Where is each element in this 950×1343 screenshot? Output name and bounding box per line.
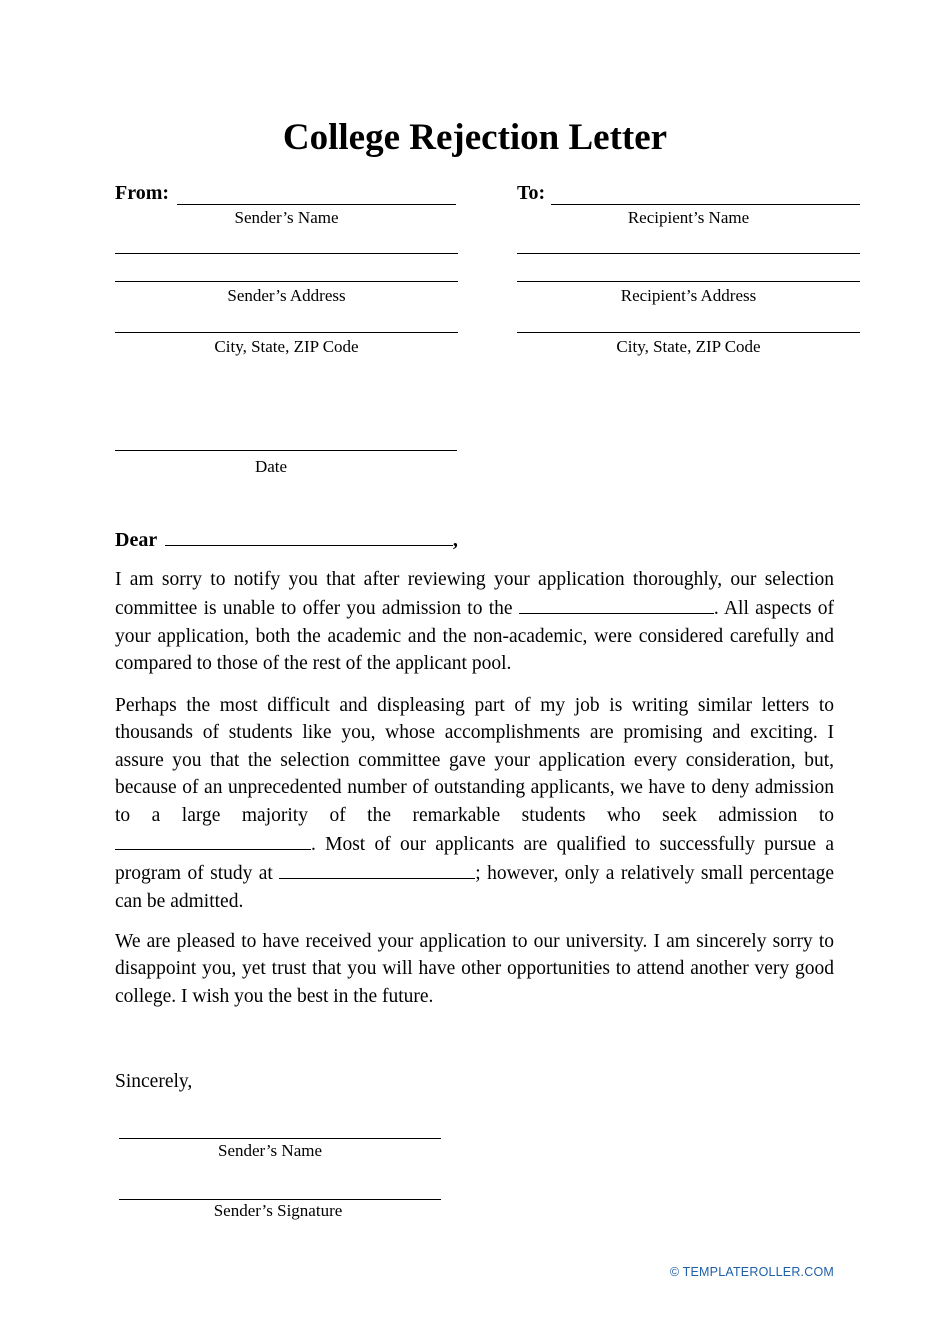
recipient-salutation-blank[interactable]	[165, 525, 453, 546]
institution-blank-1[interactable]	[115, 829, 311, 850]
paragraph-2-text-b: . Most of our applicants are qualified to successfully pursue a program of study at	[115, 834, 834, 885]
sender-address-caption: Sender’s Address	[227, 286, 346, 305]
sender-address-line-1[interactable]	[115, 253, 458, 254]
date-caption: Date	[254, 457, 288, 476]
date-line[interactable]	[115, 450, 457, 451]
sender-city-line[interactable]	[115, 332, 458, 333]
recipient-name-caption: Recipient’s Name	[627, 208, 750, 227]
closing: Sincerely,	[115, 1071, 193, 1092]
sender-name-signature-line[interactable]	[119, 1138, 441, 1139]
paragraph-1-text-a: I am sorry to notify you that after reviewing your application thoroughly, our selection committee is unable to offer you admission to the	[115, 569, 834, 620]
recipient-name-line[interactable]	[551, 204, 860, 205]
to-label: To:	[517, 182, 546, 204]
closing-sender-name-caption: Sender’s Name	[217, 1141, 323, 1160]
document-title: College Rejection Letter	[282, 117, 668, 158]
sender-signature-line[interactable]	[119, 1199, 441, 1200]
sender-address-line-2[interactable]	[115, 281, 458, 282]
paragraph-1-text-b: . All aspects of your application, both the academic and the non-academic, were considered carefully and compared to those of the rest of the applicant pool.	[115, 598, 834, 675]
from-label: From:	[115, 182, 170, 204]
recipient-address-caption: Recipient’s Address	[620, 286, 757, 305]
footer-link[interactable]: © TEMPLATEROLLER.COM	[669, 1265, 834, 1279]
recipient-city-line[interactable]	[517, 332, 860, 333]
paragraph-2	[115, 692, 834, 915]
paragraph-1	[115, 566, 834, 678]
program-blank[interactable]	[519, 593, 714, 614]
paragraph-2-text-a: Perhaps the most difficult and displeasing part of my job is writing similar letters to thousands of students like you, whose accomplishments are promising and exciting. I assure you that the selection committee gave your application every consideration, but, because of an unprecedented number of outstanding applicants, we have to deny admission to a large majority of the remarkable students who seek admission to	[115, 695, 834, 826]
sender-city-caption: City, State, ZIP Code	[214, 337, 359, 356]
sender-name-caption: Sender’s Name	[234, 208, 339, 227]
paragraph-2-text-c: ; however, only a relatively small percentage can be admitted.	[115, 863, 834, 912]
dear-text: Dear	[115, 529, 157, 551]
recipient-address-line-2[interactable]	[517, 281, 860, 282]
institution-blank-2[interactable]	[279, 858, 475, 879]
paragraph-3: We are pleased to have received your application to our university. I am sincerely sorry to disappoint you, yet trust that you will have other opportunities to attend another very good college. I wish you the best in the future.	[115, 931, 834, 1007]
salutation	[115, 525, 458, 552]
recipient-city-caption: City, State, ZIP Code	[616, 337, 761, 356]
recipient-address-line-1[interactable]	[517, 253, 860, 254]
salutation-comma: ,	[452, 529, 458, 551]
sender-signature-caption: Sender’s Signature	[213, 1201, 343, 1220]
sender-name-line[interactable]	[177, 204, 456, 205]
